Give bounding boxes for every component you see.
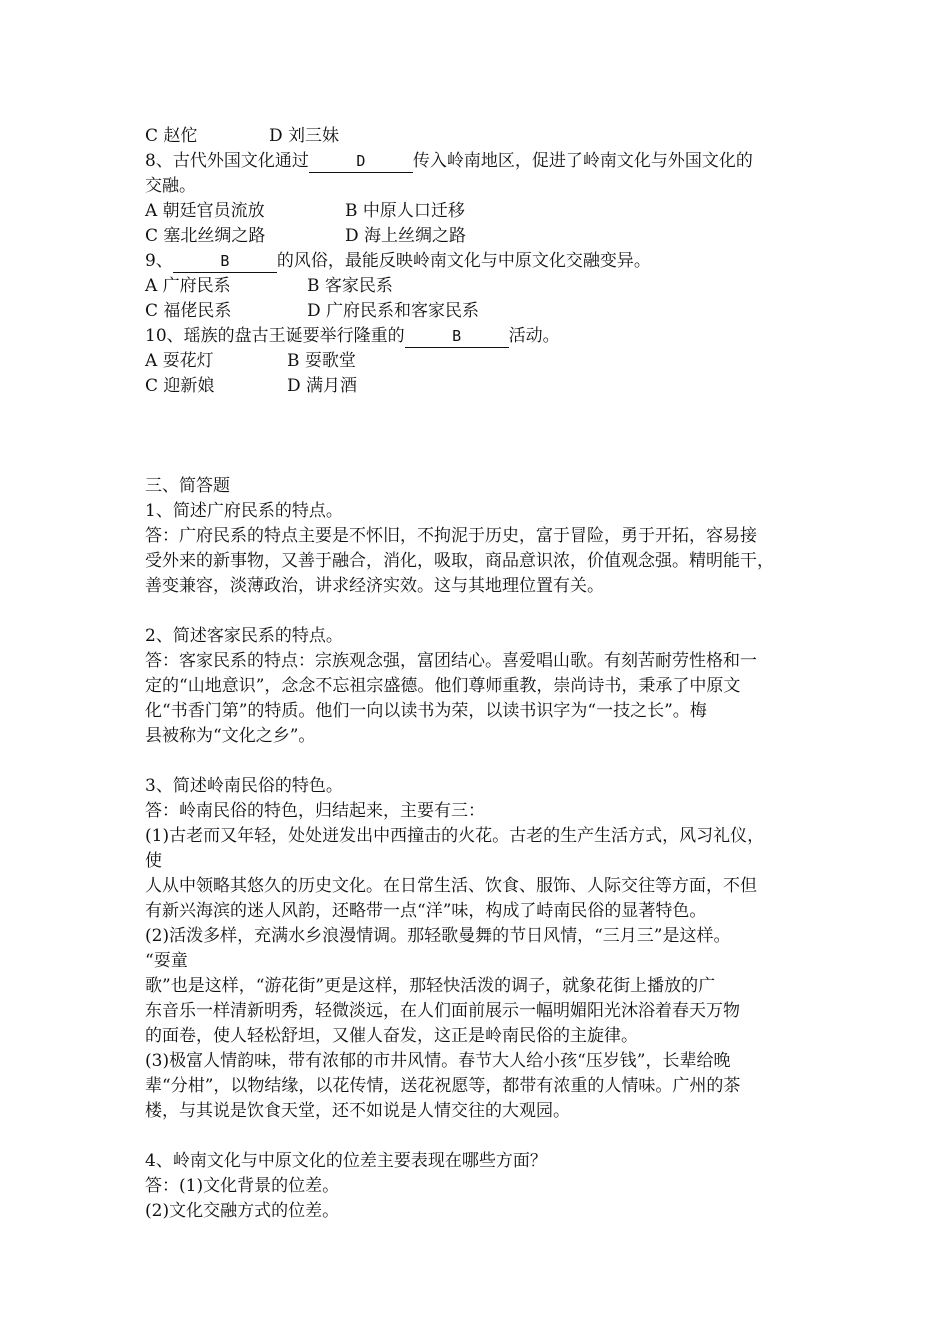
q8-answer-blank: D [309, 150, 413, 173]
s3-question: 3、简述岭南民俗的特色。 [145, 776, 343, 796]
q8-prefix: 8、古代外国文化通过 [145, 151, 309, 171]
s3-answer-line: 楼，与其说是饮食天堂，还不如说是人情交往的大观园。 [145, 1101, 570, 1121]
q8-option-a: A 朝廷官员流放 [145, 201, 265, 221]
section-title: 三、简答题 [145, 476, 230, 496]
q9-option-c: C 福佬民系 [145, 301, 232, 321]
document-page [145, 124, 815, 1224]
s3-answer-line: 答：岭南民俗的特色，归结起来，主要有三： [145, 801, 485, 821]
q9-question [145, 249, 815, 274]
s3-answer-line: 有新兴海滨的迷人风韵，还略带一点“洋”味，构成了峙南民俗的显著特色。 [145, 901, 707, 921]
q9-options-cd [145, 299, 815, 324]
s3-answer-line: (1)古老而又年轻，处处迸发出中西撞击的火花。古老的生产生活方式，风习礼仪， [145, 826, 765, 846]
q8-option-b: B 中原人口迁移 [345, 201, 465, 221]
s3-answer-line: 歌”也是这样，“游花街”更是这样，那轻快活泼的调子，就象花街上播放的广 [145, 976, 716, 996]
q10-option-b: B 耍歌堂 [287, 351, 356, 371]
q8-suffix: 传入岭南地区，促进了岭南文化与外国文化的 [412, 151, 753, 171]
s2-question: 2、简述客家民系的特点。 [145, 626, 343, 646]
q9-prefix: 9、 [145, 251, 173, 271]
q9-options-ab [145, 274, 815, 299]
q8-options-cd [145, 224, 815, 249]
q10-option-a: A 耍花灯 [145, 351, 214, 371]
q9-answer-blank: B [173, 250, 277, 273]
s3-answer-line: 东音乐一样清新明秀，轻微淡远，在人们面前展示一幅明媚阳光沐浴着春天万物 [145, 1001, 740, 1021]
q7-option-c: C 赵佗 [145, 126, 198, 146]
q10-option-d: D 满月酒 [287, 376, 358, 396]
q8-options-ab [145, 199, 815, 224]
s4-question: 4、岭南文化与中原文化的位差主要表现在哪些方面？ [145, 1151, 547, 1171]
q8-option-c: C 塞北丝绸之路 [145, 226, 266, 246]
q10-answer-blank: B [405, 325, 509, 348]
q10-suffix: 活动。 [508, 326, 560, 346]
q9-suffix: 的风俗，最能反映岭南文化与中原文化交融变异。 [276, 251, 651, 271]
s3-answer-line: (2)活泼多样，充满水乡浪漫情调。那轻歌曼舞的节日风情，“三月三”是这样。 [145, 926, 731, 946]
q7-options-cd [145, 124, 815, 149]
q9-option-d: D 广府民系和客家民系 [307, 301, 480, 321]
s4-answer-line: 答：(1)文化背景的位差。 [145, 1176, 340, 1196]
q8-question [145, 149, 815, 174]
q9-option-b: B 客家民系 [307, 276, 393, 296]
s3-answer-line: 的面卷，使人轻松舒坦，又催人奋发，这正是岭南民俗的主旋律。 [145, 1026, 638, 1046]
s1-answer-line: 答：广府民系的特点主要是不怀旧，不拘泥于历史，富于冒险，勇于开拓，容易接 [145, 526, 757, 546]
q10-prefix: 10、瑶族的盘古王诞要举行隆重的 [145, 326, 405, 346]
s3-answer-line: 辈“分柑”，以物结缘，以花传情，送花祝愿等，都带有浓重的人情味。广州的茶 [145, 1076, 741, 1096]
q8-question-cont: 交融。 [145, 176, 196, 196]
s3-answer-line: 使 [145, 851, 162, 871]
s2-answer-line: 答：客家民系的特点：宗族观念强，富团结心。喜爱唱山歌。有刻苦耐劳性格和一 [145, 651, 757, 671]
q10-option-c: C 迎新娘 [145, 376, 215, 396]
s1-answer-line: 受外来的新事物，又善于融合，消化，吸取，商品意识浓，价值观念强。精明能干， [145, 551, 774, 571]
s3-answer-line: “耍童 [145, 951, 188, 971]
s3-answer-line: 人从中领略其悠久的历史文化。在日常生活、饮食、服饰、人际交往等方面，不但 [145, 876, 757, 896]
q8-option-d: D 海上丝绸之路 [345, 226, 467, 246]
s4-answer-line: (2)文化交融方式的位差。 [145, 1201, 340, 1221]
s1-answer-line: 善变兼容，淡薄政治，讲求经济实效。这与其地理位置有关。 [145, 576, 604, 596]
s2-answer-line: 化“书香门第”的特质。他们一向以读书为荣，以读书识字为“一技之长”。梅 [145, 701, 707, 721]
q10-options-ab [145, 349, 815, 374]
q10-question [145, 324, 815, 349]
q7-option-d: D 刘三妹 [269, 126, 340, 146]
q10-options-cd [145, 374, 815, 399]
q9-option-a: A 广府民系 [145, 276, 231, 296]
s2-answer-line: 定的“山地意识”，念念不忘祖宗盛德。他们尊师重教，崇尚诗书，秉承了中原文 [145, 676, 741, 696]
s2-answer-line: 县被称为“文化之乡”。 [145, 726, 316, 746]
s3-answer-line: (3)极富人情韵味，带有浓郁的市井风情。春节大人给小孩“压岁钱”，长辈给晚 [145, 1051, 731, 1071]
s1-question: 1、简述广府民系的特点。 [145, 501, 343, 521]
